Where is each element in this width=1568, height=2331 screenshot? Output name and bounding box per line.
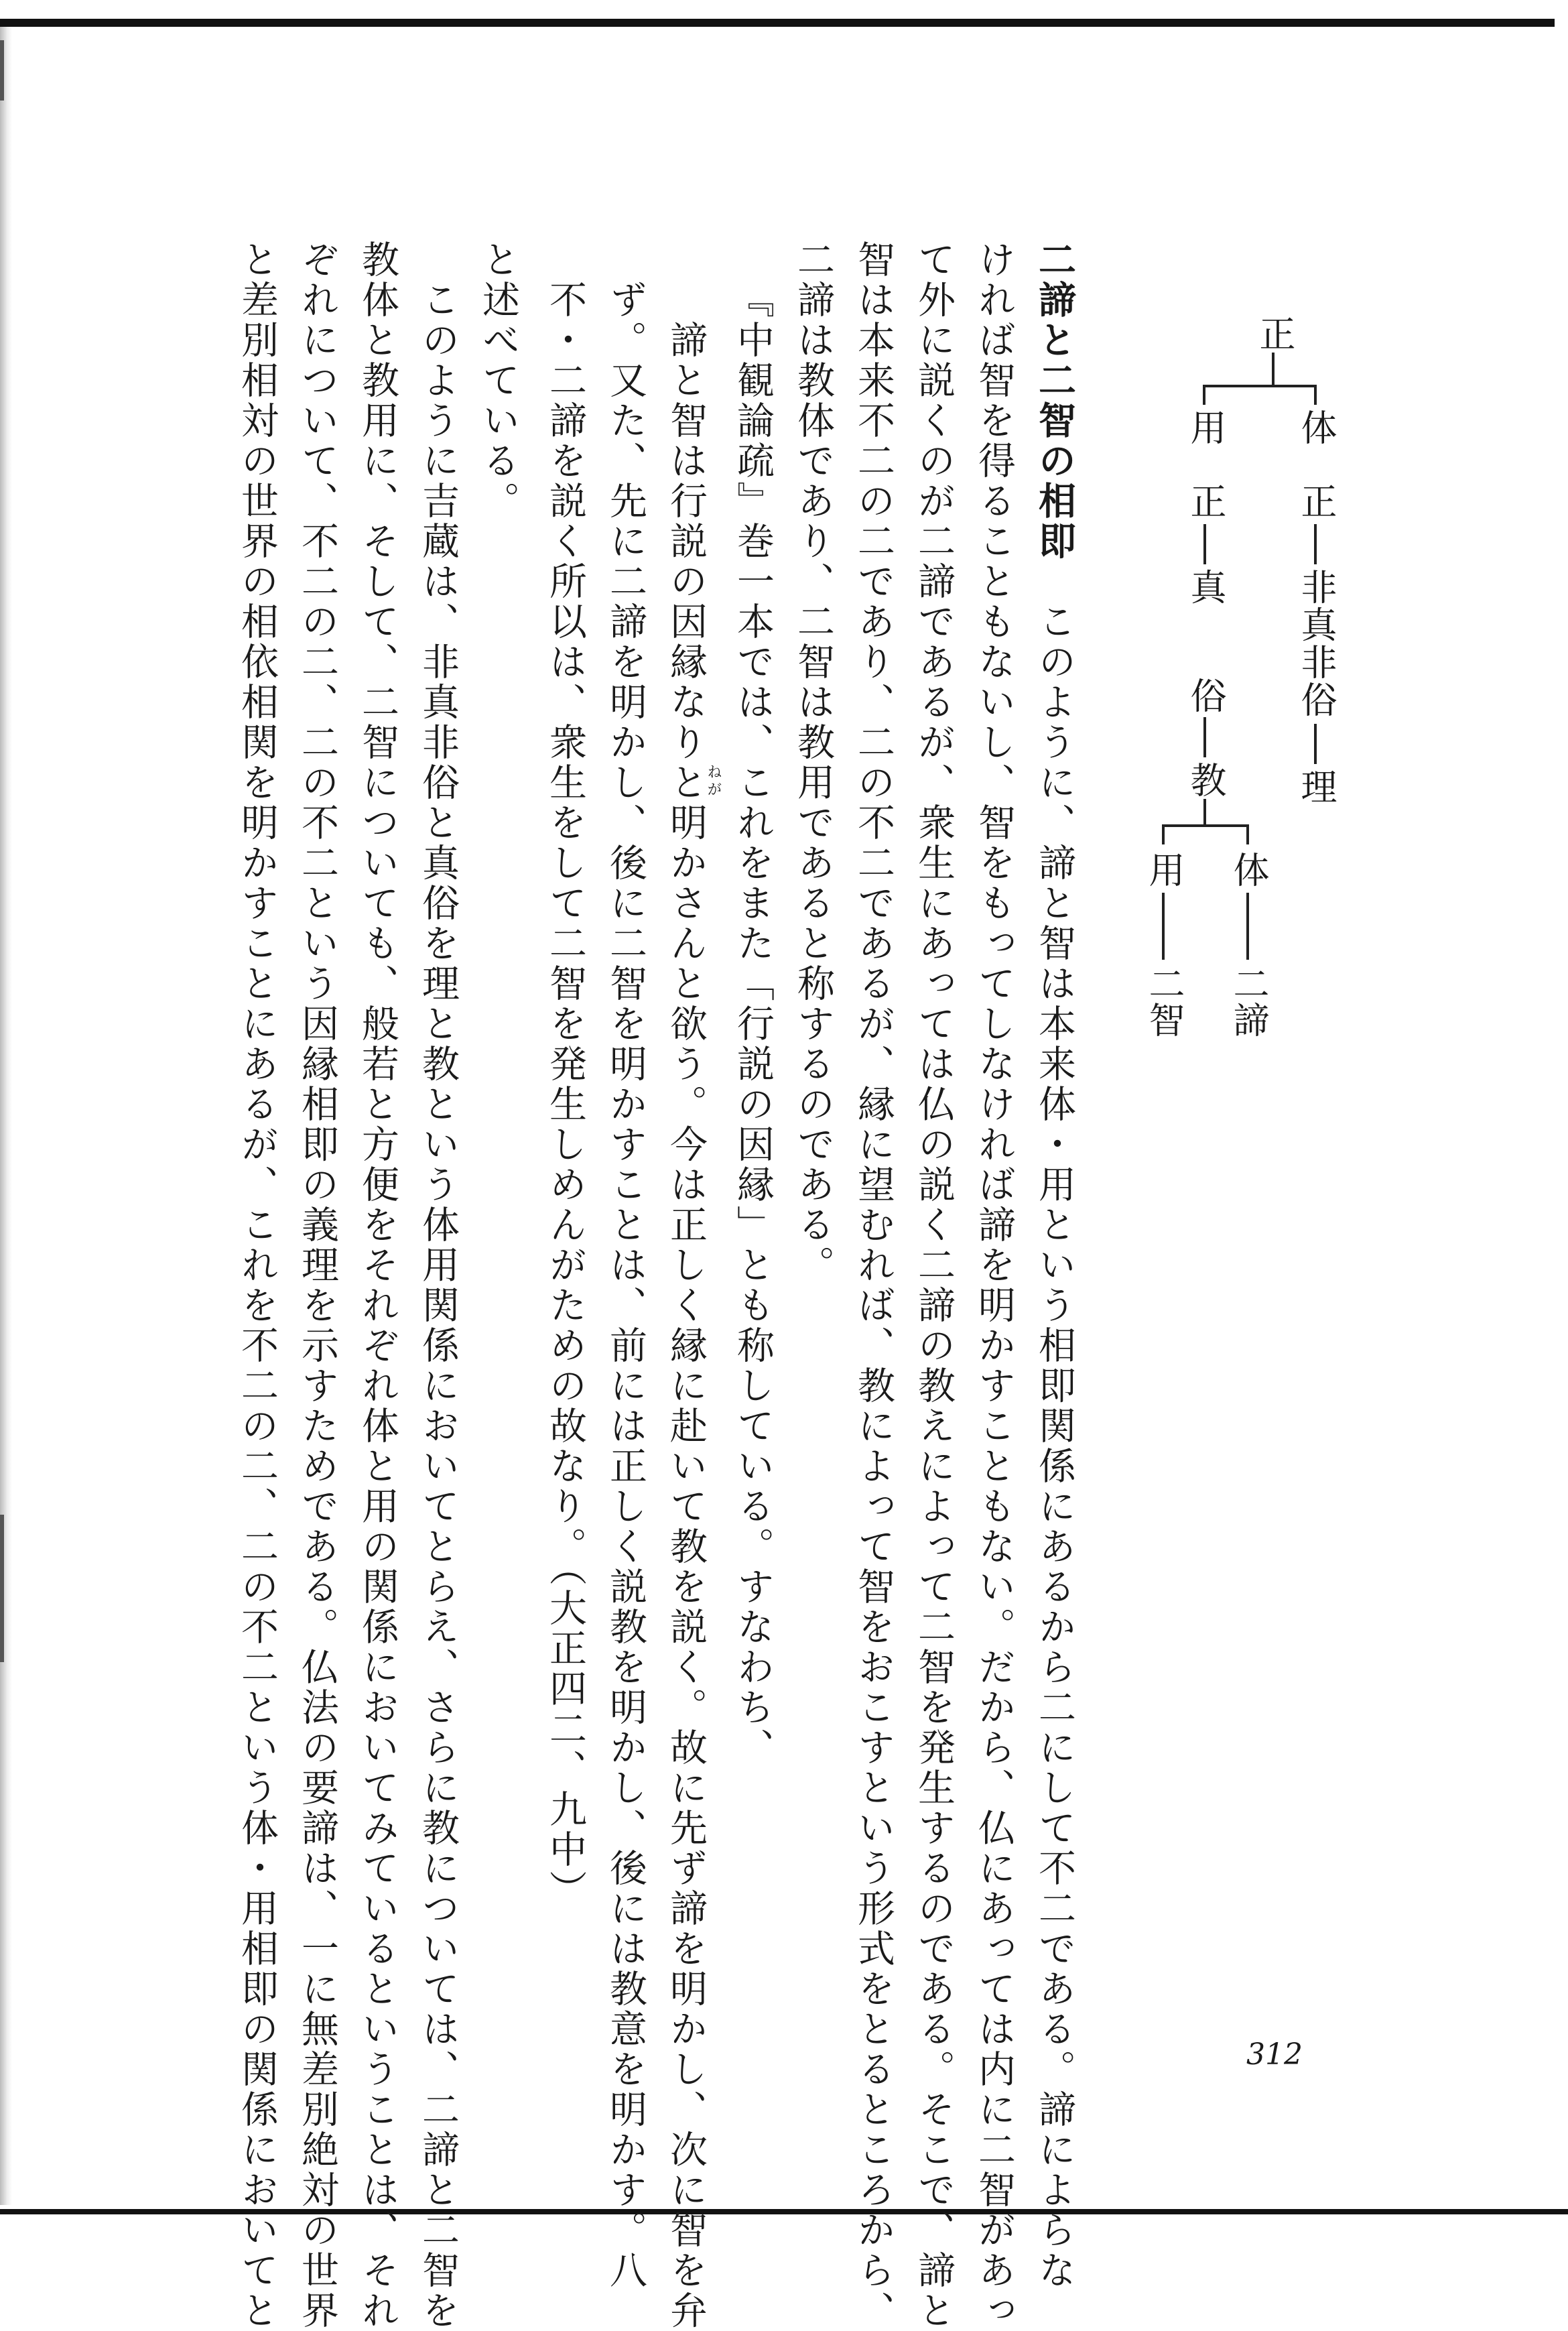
diagram-nichi: 二智 [1143, 965, 1185, 1037]
top-rule [0, 19, 1555, 27]
diagram-line [1203, 717, 1206, 757]
text-line-4: 智は本来不二の二であり、二の不二であるが、縁に望むれば、教によって智をおこすという形式をとるところから、 [852, 240, 895, 2331]
diagram-shin: 真 [1185, 568, 1227, 605]
text-line-13: ぞれについて、不二の二、二の不二という因縁相即の義理を示すためである。仏法の要諦は、一に無差別絶対の世界 [296, 240, 339, 2331]
diagram-hishin-hizoku: 非真非俗 [1295, 568, 1337, 718]
edge-mark [0, 40, 4, 101]
diagram-ri: 理 [1295, 768, 1337, 804]
diagram-zoku: 俗 [1185, 677, 1227, 713]
text-line-1: 二諦と二智の相即 このように、諦と智は本来体・用という相即関係にあるから二にして不二である。諦によらな [1033, 240, 1076, 2291]
quote-line-2: ず。又た、先に二諦を明かし、後に二智を明かすことは、前には正しく説教を明かし、後には教意を明かす。八 [604, 280, 647, 2291]
diagram-nitai: 二諦 [1228, 965, 1270, 1037]
diagram-line [1314, 385, 1317, 405]
diagram-yu-zheng: 正 [1185, 483, 1227, 519]
text-line-2: ければ智を得ることもないし、智をもってしなければ諦を明かすこともない。だから、仏にあっては内に二智があっ [972, 240, 1016, 2331]
diagram-kyo: 教 [1185, 761, 1227, 798]
text-line-5: 二諦は教体であり、二智は教用であると称するのである。 [791, 240, 835, 1285]
diagram-line [1203, 799, 1206, 826]
diagram-yu: 用 [1185, 409, 1227, 445]
edge-mark [0, 1515, 4, 1662]
diagram-line [1246, 893, 1249, 960]
diagram-line [1314, 724, 1317, 764]
quote-line-3: 不・二諦を説く所以は、衆生をして二智を発生しめんがための故なり。（大正四二、九中） [543, 280, 587, 1910]
diagram-line [1272, 353, 1275, 386]
diagram-root: 正 [1254, 315, 1296, 351]
diagram-tai: 体 [1295, 409, 1337, 445]
text-line-3: て外に説くのが二諦であるが、衆生にあっては仏の説く二諦の教えによって二智を発生するのである。そこで、諦と [912, 240, 956, 2331]
ruby-negau: ねが [705, 764, 722, 799]
page-number: 312 [1246, 2037, 1303, 2072]
diagram-kyo-tai: 体 [1228, 851, 1270, 887]
text-line-14: と差別相対の世界の相依相関を明かすことにあるが、これを不二の二、二の不二という体・用相即の関係においてと [235, 240, 279, 2331]
diagram-kyo-yu: 用 [1143, 851, 1185, 887]
diagram-line [1203, 524, 1206, 564]
page-edge-shadow [0, 27, 12, 2205]
text-line-6: 『中観論疏』巻一本では、これをまた「行説の因縁」とも称している。すなわち、 [731, 280, 775, 1768]
text-line-12: 教体と教用に、そして、二智についても、般若と方便をそれぞれ体と用の関係においてみているということは、それ [356, 240, 399, 2331]
diagram-line [1314, 524, 1317, 564]
section-heading: 二諦と二智の相即 [1033, 240, 1076, 562]
diagram-line [1203, 385, 1205, 405]
quote-line-1: 諦と智は行説の因縁なりと明かさんと欲う。今は正しく縁に赴いて教を説く。故に先ず諦を明かし、次に智を弁 [664, 320, 708, 2331]
diagram-tai-zheng: 正 [1295, 483, 1337, 519]
diagram-line [1162, 824, 1165, 844]
diagram-line [1246, 824, 1249, 844]
concept-diagram [1143, 315, 1340, 1320]
text-line-10: と述べている。 [476, 240, 520, 521]
text-line-11: このように吉蔵は、非真非俗と真俗を理と教という体用関係においてとらえ、さらに教については、二諦と二智を [416, 280, 460, 2331]
diagram-line [1162, 893, 1165, 960]
diagram-line [1203, 385, 1317, 387]
diagram-line [1162, 824, 1249, 827]
